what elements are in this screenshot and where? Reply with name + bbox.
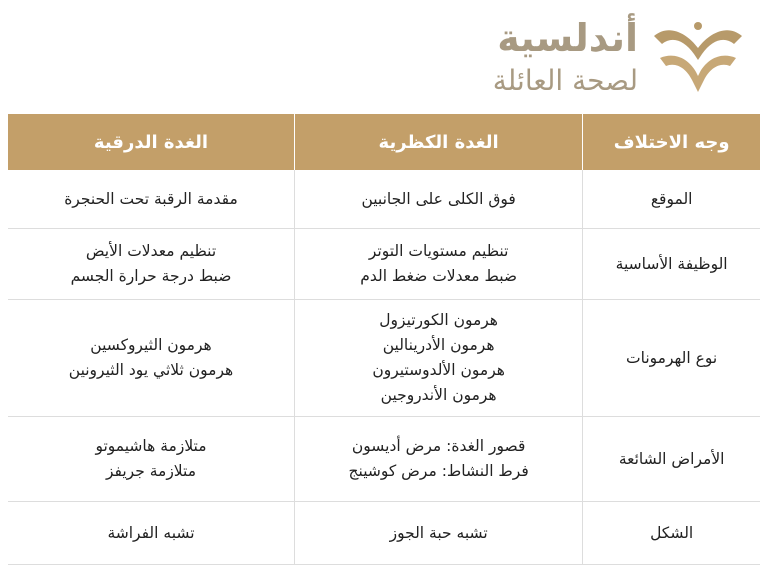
table-row	[8, 300, 760, 417]
cell-line: قصور الغدة: مرض أديسون	[351, 437, 526, 455]
cell-line: هرمون الأدرينالين	[382, 336, 495, 354]
header-aspect: وجه الاختلاف	[583, 114, 760, 170]
cell-line: متلازمة هاشيموتو	[95, 437, 207, 455]
cell-line: هرمون الألدوستيرون	[372, 361, 505, 379]
cell-line: فوق الكلى على الجانبين	[361, 189, 516, 208]
cell-aspect: الشكل	[583, 502, 760, 565]
cell-thyroid	[8, 502, 294, 565]
cell-line: ضبط درجة حرارة الجسم	[70, 267, 232, 285]
brand-name: أندلسية	[497, 16, 638, 60]
cell-line: تشبه الفراشة	[107, 523, 195, 542]
cell-aspect: نوع الهرمونات	[583, 300, 760, 417]
brand-logo-icon	[650, 18, 746, 98]
cell-aspect: الأمراض الشائعة	[583, 417, 760, 502]
header-row	[8, 114, 760, 170]
cell-thyroid	[8, 170, 294, 229]
cell-adrenal	[294, 502, 582, 565]
table-row	[8, 229, 760, 300]
cell-line: فرط النشاط: مرض كوشينج	[348, 462, 529, 480]
table-row	[8, 170, 760, 229]
cell-adrenal	[294, 170, 582, 229]
cell-adrenal	[294, 229, 582, 300]
comparison-table	[8, 114, 760, 565]
cell-thyroid	[8, 417, 294, 502]
header-adrenal: الغدة الكظرية	[294, 114, 582, 170]
table-row	[8, 502, 760, 565]
cell-line: هرمون الأندروجين	[380, 386, 497, 404]
cell-thyroid	[8, 300, 294, 417]
cell-line: تشبه حبة الجوز	[389, 523, 488, 542]
brand-tagline: لصحة العائلة	[492, 64, 638, 97]
cell-thyroid	[8, 229, 294, 300]
cell-line: هرمون ثلاثي يود الثيرونين	[68, 361, 234, 379]
cell-line: متلازمة جريفز	[105, 462, 197, 480]
header-thyroid: الغدة الدرقية	[8, 114, 294, 170]
cell-line: ضبط معدلات ضغط الدم	[360, 267, 518, 285]
cell-adrenal	[294, 417, 582, 502]
cell-aspect: الوظيفة الأساسية	[583, 229, 760, 300]
table-body	[8, 170, 760, 565]
table-header	[8, 114, 760, 170]
cell-aspect: الموقع	[583, 170, 760, 229]
cell-adrenal	[294, 300, 582, 417]
brand-logo	[426, 14, 746, 104]
table-row	[8, 417, 760, 502]
cell-line: تنظيم معدلات الأيض	[85, 242, 217, 260]
cell-line: هرمون الثيروكسين	[90, 336, 212, 354]
cell-line: مقدمة الرقبة تحت الحنجرة	[64, 189, 238, 208]
cell-line: تنظيم مستويات التوتر	[368, 242, 509, 260]
cell-line: هرمون الكورتيزول	[379, 311, 498, 329]
